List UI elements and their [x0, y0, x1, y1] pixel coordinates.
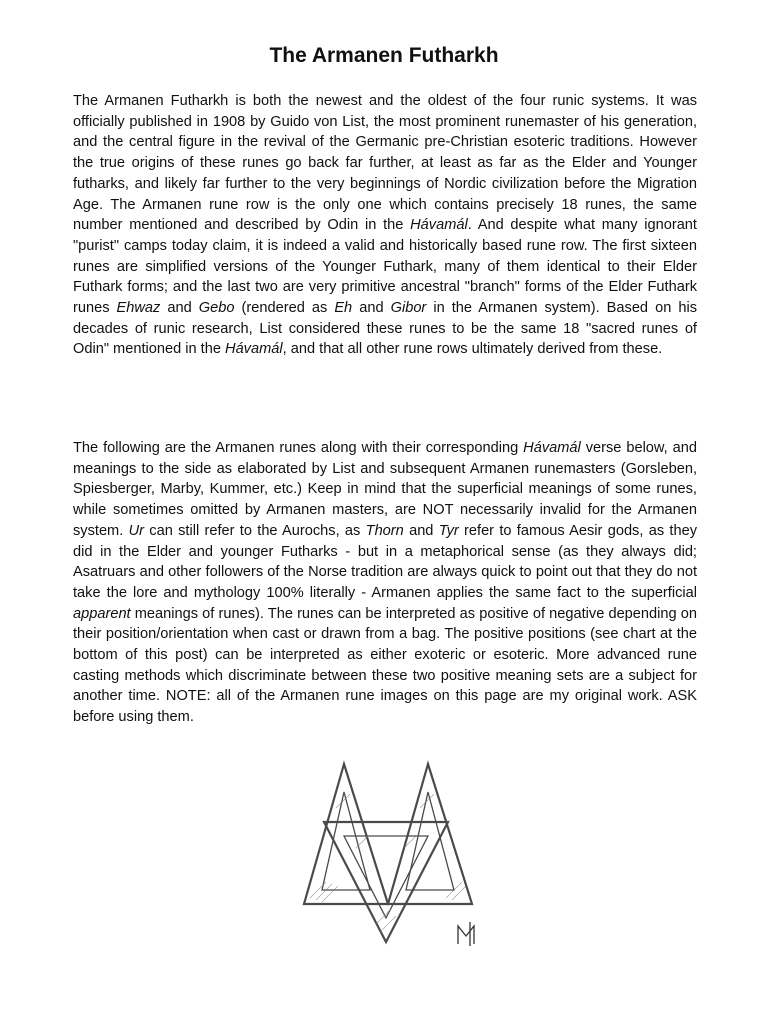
paragraph-intro	[73, 91, 697, 360]
italic-text: Hávamál	[225, 341, 283, 358]
italic-text: Tyr	[438, 522, 459, 539]
body-text: verse below, and meanings to the side as elaborated by List and subsequent Armanen runemasters (Gorsleben, Spiesberger, Marby, Kummer, etc.) Keep in mind that the superficial meanings of some runes, while sometimes omitted by Armanen masters, are NOT necessarily invalid for the Armanen system.	[73, 440, 697, 539]
valknut-icon	[296, 752, 478, 952]
italic-text: Eh	[334, 300, 353, 317]
body-text: meanings of runes). The runes can be interpreted as positive of negative depending on their position/orientation when cast or drawn from a bag. The positive positions (see chart at the bottom of this post) can be interpreted as either exoteric or esoteric. More advanced rune casting methods which discriminate between these two positive meaning sets are a subject for another time. NOTE: all of the Armanen rune images on this page are my original work. ASK before using them.	[73, 605, 697, 726]
italic-text: Gibor	[390, 300, 427, 317]
italic-text: Hávamál	[523, 440, 581, 456]
body-text: (rendered as	[234, 300, 335, 317]
body-text: , and that all other rune rows ultimately derived from these.	[282, 341, 663, 358]
body-text: refer to famous Aesir gods, as they did in the Elder and younger Futharks - but in a metaphorical sense (as they always did; Asatruars and other followers of the Norse tradition are always quick to point out that they do not take the lore and mythology 100% literally - Armanen applies the same fact to the superficial	[73, 522, 698, 601]
italic-text: Ehwaz	[116, 300, 161, 317]
body-text: The Armanen Futharkh is both the newest and the oldest of the four runic systems. It was officially published in 1908 by Guido von List, the most prominent runemaster of his generation, and the central figure in the revival of the Germanic pre-Christian esoteric traditions. However the true origins of these runes go back far further, at least as far as the Elder and Younger futharks, and likely far further to the very beginnings of Nordic civilization before the Migration Age. The Armanen rune row is the only one which contains precisely 18 runes, the same number mentioned and described by Odin in the	[73, 93, 697, 234]
body-text: and	[352, 300, 391, 317]
italic-text: Hávamál	[410, 217, 468, 234]
valknut-figure	[296, 752, 478, 952]
paragraph-runes	[73, 438, 697, 728]
body-text: and	[403, 522, 439, 539]
body-text: in the Armanen system). Based on his decades of runic research, List considered these runes to be the same 18 "sacred runes of Odin" mentioned in the	[73, 300, 698, 358]
italic-text: Thorn	[365, 522, 404, 539]
body-text: and	[160, 300, 199, 317]
body-text: The following are the Armanen runes along with their corresponding	[73, 440, 524, 456]
body-text: . And despite what many ignorant "purist" camps today claim, it is indeed a valid and historically based rune row. The first sixteen runes are simplified versions of the Younger Futhark, many of them identical to their Elder Futhark forms; and the last two are very primitive ancestral "branch" forms of the Elder Futhark runes	[73, 217, 697, 317]
body-text: can still refer to the Aurochs, as	[143, 522, 366, 539]
page-title: The Armanen Futharkh	[269, 44, 499, 67]
italic-text: Ur	[128, 522, 144, 539]
italic-text: apparent	[73, 605, 131, 622]
italic-text: Gebo	[198, 300, 235, 317]
